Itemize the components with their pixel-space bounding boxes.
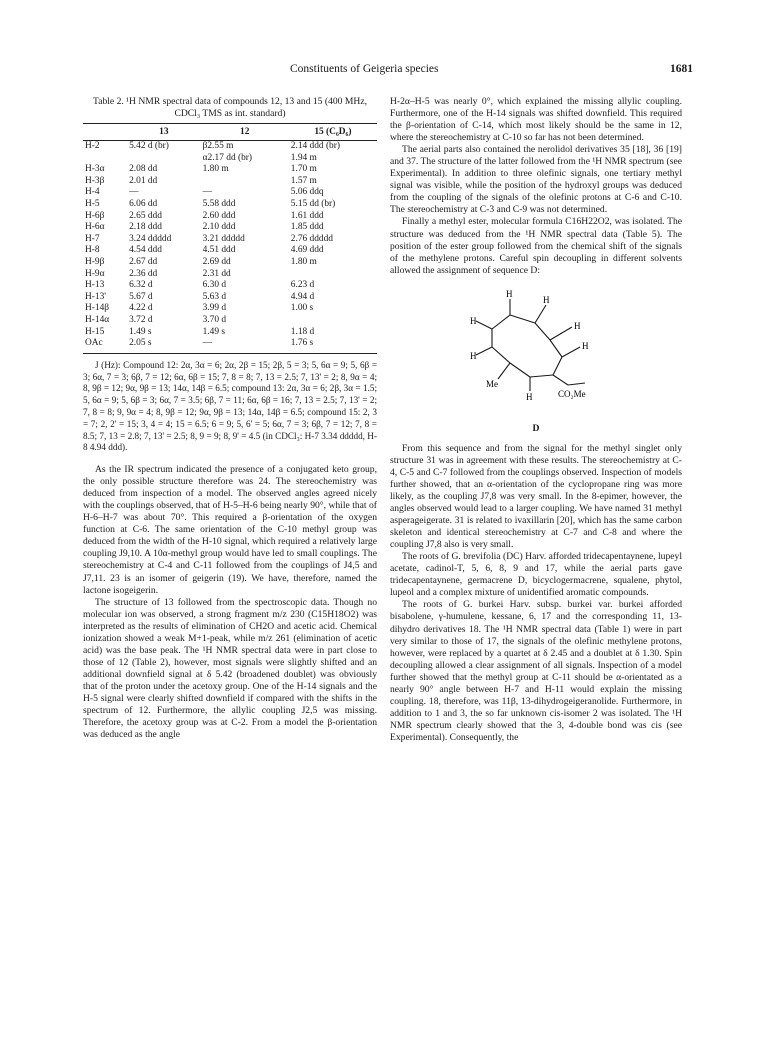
atom-label-h: H bbox=[506, 288, 513, 299]
body-paragraph: The aerial parts also contained the nerolidol derivatives 35 [18], 36 [19] and 37. The structure of the latter followed from the ¹H NMR spectrum (see Experimental). In addition to three olefinic signals, one tertiary methyl signal was visible, while the position of the hydroxyl groups was deduced from the coupling of the signals of the olefinic protons at C-6 and C-10. The stereochemistry at C-3 and C-9 was not determined. bbox=[390, 144, 682, 216]
structure-label: D bbox=[532, 422, 540, 434]
shift-cell: 3.99 d bbox=[202, 303, 227, 314]
shift-cell: 2.69 dd bbox=[202, 256, 231, 267]
table-caption: Table 2. ¹H NMR spectral data of compounds 12, 13 and 15 (400 MHz, CDCl₃ TMS as int. standard) bbox=[93, 96, 367, 119]
structure-d-diagram bbox=[390, 285, 682, 415]
shift-cell: 3.24 ddddd bbox=[129, 233, 172, 244]
shift-cell: 4.69 ddd bbox=[290, 245, 324, 256]
proton-label-cell: H-14β bbox=[85, 303, 110, 314]
proton-label-cell: H-9β bbox=[85, 256, 105, 267]
shift-cell: 2.36 dd bbox=[129, 268, 158, 279]
body-paragraph: From this sequence and from the signal for the methyl singlet only structure 31 was in agreement with these results. The stereochemistry at C-4, C-5 and C-7 followed from the couplings observed. Inspection of models further showed, that an α-orientation of the cyclopropane ring was more likely, as the coupling J7,8 was very small. In the 8-epimer, however, the angles observed would lead to a larger coupling. We have named 31 methyl asperageigerate. 31 is related to ivaxillarin [20], which has the same carbon skeleton and identical stereochemistry at C-7 and C-8 and where the coupling J7,8 also is very small. bbox=[390, 442, 682, 551]
shift-cell: 4.54 ddd bbox=[129, 245, 162, 256]
proton-label-cell: H-2 bbox=[85, 141, 100, 152]
shift-cell: 5.63 d bbox=[202, 291, 227, 302]
shift-cell: 4.22 d bbox=[129, 303, 153, 314]
shift-cell: — bbox=[202, 187, 212, 198]
atom-label-h: H bbox=[582, 340, 589, 351]
shift-cell: 1.49 s bbox=[202, 326, 225, 337]
shift-cell: 3.21 ddddd bbox=[202, 233, 245, 244]
shift-cell: 5.58 ddd bbox=[202, 199, 236, 210]
table-row bbox=[83, 327, 377, 339]
atom-label-h: H bbox=[470, 350, 477, 361]
shift-cell: 6.23 d bbox=[290, 280, 315, 291]
shift-cell: 1.85 ddd bbox=[290, 222, 324, 233]
table-row bbox=[83, 211, 377, 223]
table-row bbox=[83, 164, 377, 176]
running-header: Constituents of Geigeria species bbox=[290, 63, 439, 75]
shift-cell: — bbox=[129, 187, 139, 198]
shift-cell: 1.61 ddd bbox=[290, 210, 324, 221]
table-row bbox=[83, 234, 377, 246]
shift-cell: β2.55 m bbox=[202, 141, 234, 152]
table-row bbox=[83, 338, 377, 353]
proton-label-cell: H-13 bbox=[85, 280, 105, 291]
proton-label-cell: H-3α bbox=[85, 164, 105, 175]
shift-cell: 6.32 d bbox=[129, 280, 153, 291]
left-column bbox=[83, 96, 377, 741]
shift-cell: 1.00 s bbox=[290, 303, 314, 314]
table-body bbox=[83, 141, 377, 354]
shift-cell bbox=[201, 176, 289, 188]
table-row bbox=[83, 176, 377, 188]
shift-cell: 5.42 d (br) bbox=[129, 141, 169, 152]
proton-label-cell: H-5 bbox=[85, 199, 100, 210]
shift-cell: 2.01 dd bbox=[129, 175, 158, 186]
table-header-cell bbox=[83, 124, 127, 141]
shift-cell: 4.51 ddd bbox=[202, 245, 236, 256]
shift-cell: 2.67 dd bbox=[129, 256, 158, 267]
shift-cell: 5.06 ddq bbox=[290, 187, 324, 198]
atom-label-h: H bbox=[526, 391, 533, 402]
shift-cell: 1.80 m bbox=[290, 256, 317, 267]
proton-label-cell: H-8 bbox=[85, 245, 100, 256]
proton-label-cell: H-6β bbox=[85, 210, 105, 221]
shift-cell: 2.14 ddd (br) bbox=[290, 141, 340, 152]
shift-cell: 1.49 s bbox=[129, 326, 152, 337]
proton-label-cell: H-14α bbox=[85, 314, 110, 325]
shift-cell bbox=[127, 153, 201, 165]
shift-cell: 2.76 ddddd bbox=[290, 233, 333, 244]
body-paragraph: Finally a methyl ester, molecular formula C16H22O2, was isolated. The structure was deduced from the ¹H NMR spectral data (Table 5). The position of the ester group followed from the chemical shift of the signals of the methylene protons. Careful spin decoupling in different solvents allowed the assignment of sequence D: bbox=[390, 216, 682, 276]
table-row bbox=[83, 269, 377, 281]
proton-label-cell: H-3β bbox=[85, 175, 105, 186]
proton-label-cell: OAc bbox=[83, 338, 127, 353]
shift-cell: — bbox=[201, 338, 289, 353]
proton-label-cell bbox=[83, 153, 127, 165]
shift-cell: 1.94 m bbox=[290, 152, 317, 163]
body-paragraph: The roots of G. burkei Harv. subsp. burkei var. burkei afforded bisabolene, γ-humulene, kessane, 6, 17 and the corresponding 11, 13-dihydro derivatives 18. The ¹H NMR spectral data (Table 1) were in part very similar to those of 17, the signals of the olefinic methylene protons, however, were replaced by a quartet at δ 2.45 and a doublet at δ 1.30. Spin decoupling allowed a clear assignment of all signals. Inspection of a model further showed that the methyl group at C-11 should be α-orientated as a nearly 90° angle between H-7 and H-11 would explain the missing coupling. 18, therefore, was 11β, 13-dihydrogeigeranolide. Furthermore, in addition to 1 and 3, the so far unknown cis-isomer 2 was isolated. The ¹H NMR spectrum clearly showed that the 3, 4-double bond was cis (see Experimental). Consequently, the bbox=[390, 599, 682, 743]
table-row bbox=[83, 315, 377, 327]
shift-cell bbox=[289, 269, 377, 281]
shift-cell: 1.76 s bbox=[289, 338, 377, 353]
proton-label-cell: H-6α bbox=[85, 222, 105, 233]
table-row bbox=[83, 222, 377, 234]
table-header-cell: 13 bbox=[127, 124, 201, 141]
methyl-label: Me bbox=[486, 378, 498, 389]
shift-cell: 2.60 ddd bbox=[202, 210, 236, 221]
ester-label: CO₂Me bbox=[558, 388, 586, 399]
body-paragraph: The structure of 13 followed from the spectroscopic data. Though no molecular ion was observed, a strong fragment m/z 230 (C15H18O2) was interpreted as the results of elimination of CH2O and acetic acid. Chemical ionization showed a weak M+1-peak, while m/z 261 (elimination of acetic acid) was the base peak. The ¹H NMR spectral data were in part close to those of 12 (Table 2), however, most signals were slightly shifted and an additional downfield signal at δ 5.42 (broadened doublet) was obviously that of the proton under the acetoxy group. One of the H-14 signals and the H-5 signal were clearly shifted downfield if compared with the shifts in the spectrum of 12. Furthermore, the allylic coupling J2,5 was missing. Therefore, the acetoxy group was at C-2. From a model the β-orientation was deduced as the angle bbox=[83, 596, 377, 741]
proton-label-cell: H-15 bbox=[85, 326, 105, 337]
shift-cell: 4.94 d bbox=[290, 291, 315, 302]
nmr-table bbox=[83, 123, 377, 354]
shift-cell: 2.08 dd bbox=[129, 164, 158, 175]
shift-cell: 2.05 s bbox=[127, 338, 201, 353]
proton-label-cell: H-13' bbox=[85, 291, 106, 302]
shift-cell: 1.57 m bbox=[290, 175, 317, 186]
shift-cell: 2.31 dd bbox=[202, 268, 231, 279]
table-row bbox=[83, 280, 377, 292]
shift-cell: 2.65 ddd bbox=[129, 210, 162, 221]
shift-cell: 2.10 ddd bbox=[202, 222, 236, 233]
right-column bbox=[390, 96, 682, 744]
page-number: 1681 bbox=[670, 63, 693, 75]
table-row bbox=[83, 199, 377, 211]
proton-label-cell: H-7 bbox=[85, 233, 100, 244]
table-row bbox=[83, 187, 377, 199]
shift-cell: 3.72 d bbox=[129, 314, 153, 325]
table-header-cell: 12 bbox=[201, 124, 289, 141]
shift-cell: 5.15 dd (br) bbox=[290, 199, 336, 210]
atom-label-h: H bbox=[543, 294, 550, 305]
table-header-row bbox=[83, 124, 377, 141]
atom-label-h: H bbox=[574, 320, 581, 331]
table-row bbox=[83, 141, 377, 153]
shift-cell: 6.06 dd bbox=[129, 199, 158, 210]
shift-cell bbox=[289, 315, 377, 327]
shift-cell: 2.18 ddd bbox=[129, 222, 162, 233]
shift-cell: 1.18 d bbox=[290, 326, 315, 337]
shift-cell: 1.70 m bbox=[290, 164, 317, 175]
shift-cell: 1.80 m bbox=[202, 164, 229, 175]
table-header-cell: 15 (C₆D₆) bbox=[289, 124, 377, 141]
proton-label-cell: H-9α bbox=[85, 268, 105, 279]
table-row bbox=[83, 245, 377, 257]
shift-cell: 3.70 d bbox=[202, 314, 227, 325]
body-paragraph: The roots of G. brevifolia (DC) Harv. afforded tridecapentaynene, lupeyl acetate, cadinol-T, 5, 6, 8, 9 and 17, while the aerial parts gave tridecapentaynene, germacrene D, bicyclogermacrene, squalene, phytol, lupeol and a complex mixture of unidentified aromatic compounds. bbox=[390, 551, 682, 599]
table-row bbox=[83, 303, 377, 315]
table-row bbox=[83, 292, 377, 304]
shift-cell: 5.67 d bbox=[129, 291, 153, 302]
table-row bbox=[83, 257, 377, 269]
shift-cell: α2.17 dd (br) bbox=[202, 152, 253, 163]
shift-cell: 6.30 d bbox=[202, 280, 227, 291]
body-paragraph: H-2α–H-5 was nearly 0°, which explained the missing allylic coupling. Furthermore, one of the H-14 signals was shifted downfield. This required the β-orientation of C-14, which most likely should be the same in 12, where the stereochemistry at C-10 so far has not been determined. bbox=[390, 96, 682, 144]
atom-label-h: H bbox=[470, 315, 477, 326]
body-paragraph: As the IR spectrum indicated the presence of a conjugated keto group, the only possible structure therefore was 24. The stereochemistry was deduced from inspection of a model. The observed angles agreed nicely with the couplings observed, that of H-5–H-6 being nearly 90°, while that of H-6–H-7 was about 70°. This required a β-orientation of the oxygen function at C-6. The same orientation of the C-10 methyl group was deduced from the width of the H-10 signal, which required a relatively large coupling J9,10. A 10α-methyl group would have led to small couplings. The stereochemistry at C-4 and C-11 followed from the couplings of J4,5 and J7,11. 23 is an isomer of geigerin (19). We have, therefore, named the lactone isogeigerin. bbox=[83, 464, 377, 596]
coupling-constants: J (Hz): Compound 12: 2α, 3α = 6; 2α, 2β = 15; 2β, 5 = 3; 5, 6α = 9; 5, 6β = 3; 6α, 7 = 3; 6β, 7 = 12; 6α, 6β = 15; 7, 8 = 8; 7, 13 = 2.5; 7, 13' = 2; 8, 9α = 4; 8, 9β = 12; 9α, 9β = 13; 14α, 14β = 6.5; compound 13: 2α, 3α = 6; 2β, 3α = 1.5; 5, 6α = 9; 5, 6β = 3; 6α, 7 = 3.5; 6β, 7 = 11; 6α, 6β = 16; 7, 13 = 2.5; 7, 13' = 2; 7, 8 = 8; 9, 9α = 4; 8, 9β = 12; 9α, 9β = 13; 14α, 14β = 6.5; compound 15: 2, 3 = 7; 2, 2' = 15; 3, 4 = 4; 15 = 6.5; 6 = 9; 5, 6' = 5; 6α, 7 = 3; 6β, 7 = 12; 7, 8 = 8.5; 7, 13 = 2.8; 7, 13' = 2.5; 8, 9 = 9; 8, 9' = 4.5 (in CDCl₃: H-7 3.34 ddddd, H-8 4.94 ddd). bbox=[83, 359, 377, 453]
table-row bbox=[83, 153, 377, 165]
proton-label-cell: H-4 bbox=[85, 187, 100, 198]
